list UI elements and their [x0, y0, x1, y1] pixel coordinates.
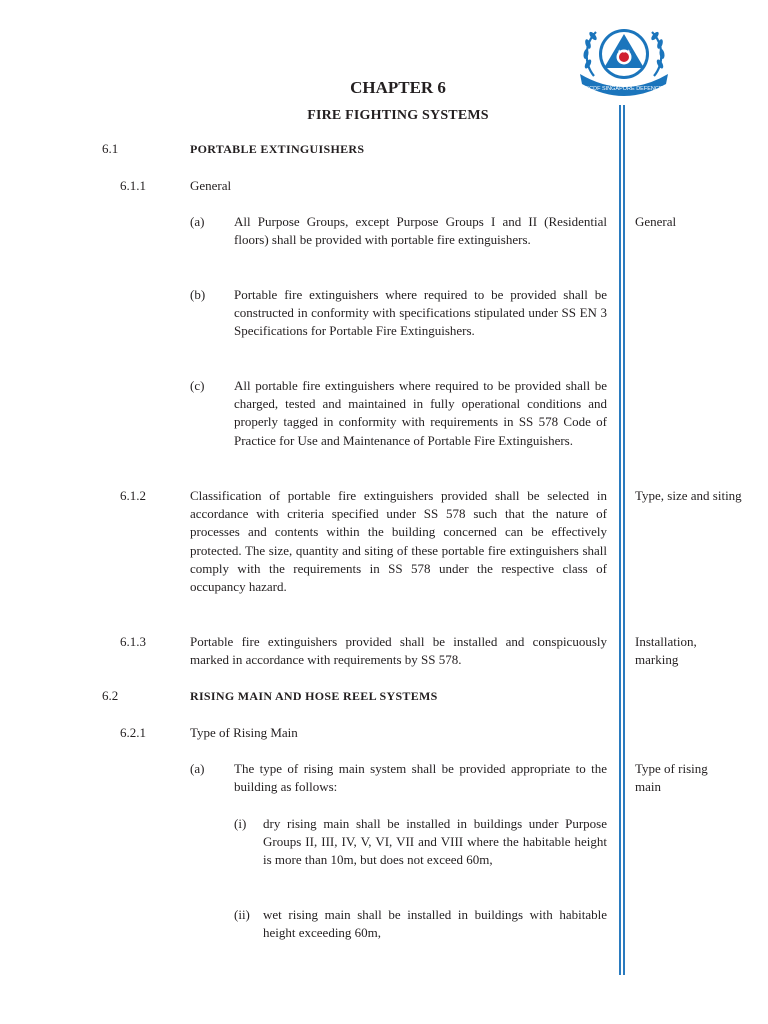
scdf-logo: [574, 14, 674, 100]
item-text: The type of rising main system shall be provided appropriate to the building as follows:: [234, 761, 607, 795]
subitem-label: (ii): [234, 907, 250, 922]
subsection-number: 6.1.3: [120, 634, 146, 649]
margin-rule-right: [623, 105, 625, 975]
scdf-emblem-icon: [574, 14, 674, 100]
paragraph-text: Portable fire extinguishers provided shall be installed and conspicuously marked in accordance with requirements by SS 578.: [190, 634, 607, 668]
subsection-heading: General: [190, 178, 232, 193]
chapter-heading: CHAPTER 6: [350, 78, 446, 97]
margin-note: Installation, marking: [635, 634, 697, 668]
svg-text:★★★: ★★★: [617, 50, 631, 55]
section-heading: RISING MAIN AND HOSE REEL SYSTEMS: [190, 689, 438, 703]
item-label: (a): [190, 214, 205, 229]
item-label: (c): [190, 378, 205, 393]
subsection-number: 6.2.1: [120, 725, 146, 740]
subitem-text: wet rising main shall be installed in buildings with habitable height exceeding 60m,: [263, 907, 607, 941]
subsection-heading: Type of Rising Main: [190, 725, 298, 740]
section-number: 6.2: [102, 688, 119, 703]
item-text: All portable fire extinguishers where required to be provided shall be charged, tested and maintained in fully operational conditions and properly tagged in conformity with requirements in SS 578 Code of Practice for Use and Maintenance of Portable Fire Extinguishers.: [234, 378, 607, 448]
page-title: FIRE FIGHTING SYSTEMS: [307, 108, 489, 123]
item-text: Portable fire extinguishers where required to be provided shall be constructed in conformity with specifications stipulated under SS EN 3 Specifications for Portable Fire Extinguishers.: [234, 287, 607, 339]
section-heading: PORTABLE EXTINGUISHERS: [190, 142, 365, 156]
margin-note: General: [635, 214, 677, 229]
subitem-text: dry rising main shall be installed in buildings under Purpose Groups II, III, IV, V, VI, VII and VIII where the habitable height is more than 10m, but does not exceed 60m,: [263, 816, 607, 868]
subsection-number: 6.1.2: [120, 488, 146, 503]
item-label: (a): [190, 761, 205, 776]
item-text: All Purpose Groups, except Purpose Groups I and II (Residential floors) shall be provided with portable fire extinguishers.: [234, 214, 607, 248]
margin-note: Type of rising main: [635, 761, 708, 795]
subsection-number: 6.1.1: [120, 178, 146, 193]
margin-rule-left: [619, 105, 621, 975]
subitem-label: (i): [234, 816, 247, 831]
logo-ribbon-text: SCDF SINGAPORE DEFENCE: [585, 86, 663, 92]
item-label: (b): [190, 287, 206, 302]
paragraph-text: Classification of portable fire extinguishers provided shall be selected in accordance with criteria specified under SS 578 such that the nature of processes and contents within the building concerned can be effectively protected. The size, quantity and siting of these portable fire extinguishers shall comply with the requirements in SS 578 under the respective class of occupancy hazard.: [190, 488, 607, 595]
section-number: 6.1: [102, 141, 119, 156]
margin-note: Type, size and siting: [635, 488, 742, 503]
